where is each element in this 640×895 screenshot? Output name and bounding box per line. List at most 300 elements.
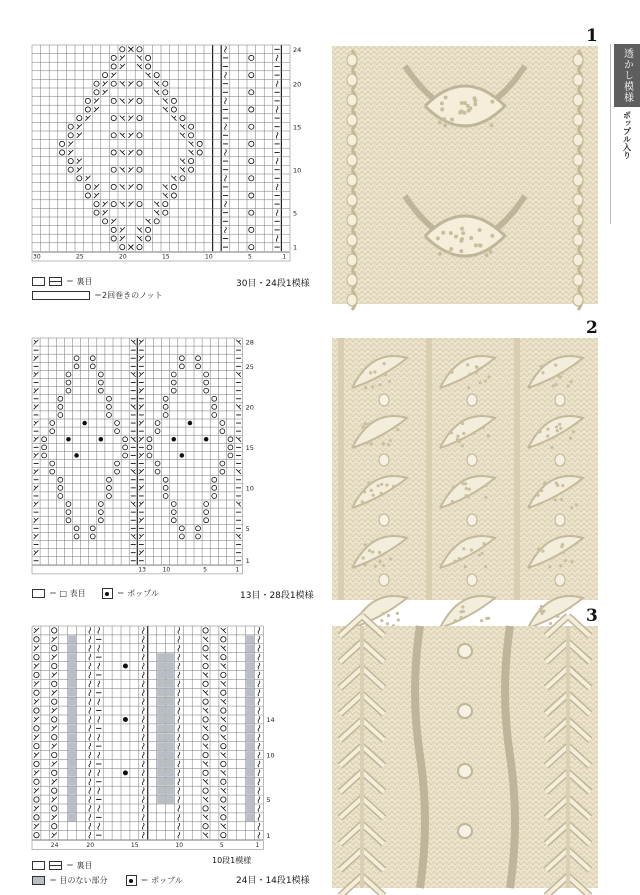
left-decrease-symbol [34,534,39,539]
left-decrease-symbol [139,550,144,555]
left-decrease-symbol [52,637,57,642]
no-stitch-cell [68,724,76,732]
yarn-over-symbol [197,141,202,146]
no-stitch-cell [68,805,76,813]
yarn-over-symbol [90,526,95,531]
twisted-stitch-symbol [225,227,227,233]
bobble-symbol [123,770,128,775]
left-decrease-symbol [34,806,39,811]
yarn-over-symbol [50,421,55,426]
right-decrease-symbol [146,73,151,78]
yarn-over-symbol [34,797,39,802]
yarn-over-symbol [221,726,226,731]
row-number-label: 25 [245,362,254,371]
yarn-over-symbol [221,779,226,784]
no-stitch-cell [68,778,76,786]
left-decrease-symbol [103,81,108,86]
left-decrease-symbol [128,81,133,86]
right-decrease-symbol [120,184,125,189]
twisted-stitch-symbol [89,805,91,811]
right-decrease-symbol [180,159,185,164]
yarn-over-symbol [107,396,112,401]
left-decrease-symbol [77,124,82,129]
no-stitch-cell [68,716,76,724]
yarn-over-symbol [68,167,73,172]
bobble-symbol [123,717,128,722]
twisted-stitch-symbol [225,175,227,181]
yarn-over-symbol [203,735,208,740]
bobble-symbol [66,437,71,442]
yarn-over-symbol [189,133,194,138]
yarn-over-symbol [94,90,99,95]
twisted-stitch-symbol [276,81,278,87]
twisted-stitch-symbol [98,699,100,705]
row-labels [246,338,254,565]
swatch-photo-2 [332,338,598,600]
yarn-over-symbol [220,461,225,466]
yarn-over-symbol [58,477,63,482]
left-decrease-symbol [34,788,39,793]
yarn-over-symbol [111,81,116,86]
yarn-over-symbol [171,518,176,523]
twisted-stitch-symbol [98,716,100,722]
right-decrease-symbol [203,708,208,713]
right-decrease-symbol [137,64,142,69]
yarn-over-symbol [111,167,116,172]
yarn-over-symbol [68,133,73,138]
twisted-stitch-symbol [142,707,144,713]
yarn-over-symbol [196,534,201,539]
yarn-over-symbol [123,445,128,450]
yarn-over-symbol [147,453,152,458]
bobble-symbol [126,875,137,886]
grid-lines [32,626,263,840]
left-decrease-symbol [52,743,57,748]
yarn-over-symbol [203,752,208,757]
twisted-stitch-symbol [98,681,100,687]
left-decrease-symbol [139,485,144,490]
twisted-stitch-symbol [142,636,144,642]
right-decrease-symbol [221,806,226,811]
yarn-over-symbol [189,124,194,129]
yarn-over-symbol [52,824,57,829]
left-decrease-symbol [128,202,133,207]
row-number-label: 28 [245,338,254,347]
legend-3a [32,860,93,871]
yarn-over-symbol [212,413,217,418]
right-decrease-symbol [154,81,159,86]
left-decrease-symbol [139,502,144,507]
left-decrease-symbol [68,141,73,146]
no-stitch-cell [166,787,174,795]
twisted-stitch-symbol [258,770,260,776]
yarn-over-symbol [94,210,99,215]
yarn-over-symbol [228,453,233,458]
yarn-over-symbol [66,372,71,377]
twisted-stitch-symbol [258,627,260,633]
yarn-over-symbol [90,364,95,369]
column-labels [32,252,290,261]
twisted-stitch-symbol [258,743,260,749]
twisted-stitch-symbol [225,124,227,130]
yarn-over-symbol [171,380,176,385]
bobble-symbol [82,421,87,426]
no-stitch-cell [157,796,165,804]
no-stitch-cell [157,733,165,741]
pattern-number-1: 1 [586,26,598,46]
column-number-label: 20 [119,253,127,261]
twisted-stitch-symbol [89,725,91,731]
column-number-label: 25 [76,253,84,261]
left-decrease-symbol [128,116,133,121]
twisted-stitch-symbol [258,734,260,740]
left-decrease-symbol [77,159,82,164]
twisted-stitch-symbol [89,690,91,696]
twisted-stitch-symbol [178,681,180,687]
yarn-over-symbol [90,356,95,361]
yarn-over-symbol [85,107,90,112]
yarn-over-symbol [196,364,201,369]
left-decrease-symbol [52,690,57,695]
no-stitch-cell [166,662,174,670]
twisted-stitch-symbol [89,663,91,669]
row-labels [266,716,274,840]
twisted-stitch-symbol [89,716,91,722]
twisted-stitch-symbol [258,663,260,669]
column-number-label: 13 [138,566,146,574]
legend-label: ＝ 目のない部分 [49,876,108,885]
yarn-over-symbol [212,485,217,490]
no-stitch-cell [157,742,165,750]
yarn-over-symbol [98,380,103,385]
twisted-stitch-symbol [89,627,91,633]
column-number-label: 10 [205,253,213,261]
yarn-over-symbol [212,477,217,482]
yarn-over-symbol [98,510,103,515]
right-decrease-symbol [154,202,159,207]
left-decrease-symbol [52,779,57,784]
twisted-stitch-symbol [142,805,144,811]
column-labels [32,841,263,850]
twisted-stitch-symbol [276,184,278,190]
yarn-over-symbol [163,90,168,95]
yarn-over-symbol [77,116,82,121]
yarn-over-symbol [212,396,217,401]
yarn-over-symbol [171,388,176,393]
left-decrease-symbol [34,699,39,704]
column-number-label: 1 [255,842,260,850]
yarn-over-symbol [249,141,254,146]
yarn-over-symbol [52,681,57,686]
twisted-stitch-symbol [276,210,278,216]
twisted-stitch-symbol [178,690,180,696]
right-decrease-symbol [171,176,176,181]
left-decrease-symbol [34,752,39,757]
yarn-over-symbol [120,47,125,52]
twisted-stitch-symbol [98,823,100,829]
yarn-over-symbol [34,637,39,642]
bobble-symbol [99,437,104,442]
row-number-label: 20 [245,403,254,412]
twisted-stitch-symbol [142,627,144,633]
right-decrease-symbol [236,340,241,345]
no-stitch-cell [68,662,76,670]
yarn-over-symbol [189,167,194,172]
legend-label: ＝ ポップル [140,876,183,885]
left-decrease-symbol [34,437,39,442]
twisted-stitch-symbol [178,823,180,829]
yarn-over-symbol [203,717,208,722]
section-tab[interactable]: 透かし模様 [614,44,640,107]
yarn-over-symbol [52,770,57,775]
no-stitch-cell [68,787,76,795]
right-decrease-symbol [221,752,226,757]
left-decrease-symbol [34,646,39,651]
twisted-stitch-symbol [258,645,260,651]
knitting-chart-3 [32,626,318,856]
twisted-stitch-symbol [178,779,180,785]
twisted-stitch-symbol [258,752,260,758]
row-number-label: 1 [245,557,250,566]
twisted-stitch-symbol [142,779,144,785]
yarn-over-symbol [111,184,116,189]
twisted-stitch-symbol [276,235,278,241]
twisted-stitch-symbol [89,823,91,829]
yarn-over-symbol [74,526,79,531]
legend-2 [32,588,159,599]
twisted-stitch-symbol [178,752,180,758]
left-decrease-symbol [34,340,39,345]
right-decrease-symbol [120,202,125,207]
left-decrease-symbol [34,717,39,722]
empty-cell-symbol [32,589,45,598]
yarn-over-symbol [249,227,254,232]
left-decrease-symbol [139,534,144,539]
yarn-over-symbol [74,356,79,361]
yarn-over-symbol [34,743,39,748]
left-decrease-symbol [139,388,144,393]
twisted-stitch-symbol [178,627,180,633]
column-labels [32,566,243,574]
twisted-stitch-symbol [142,734,144,740]
left-decrease-symbol [34,681,39,686]
yarn-over-symbol [68,124,73,129]
yarn-over-symbol [111,116,116,121]
twisted-stitch-symbol [89,779,91,785]
twisted-stitch-symbol [89,681,91,687]
right-decrease-symbol [203,690,208,695]
yarn-over-symbol [115,421,120,426]
left-decrease-symbol [94,98,99,103]
left-decrease-symbol [34,404,39,409]
column-number-label: 5 [219,842,224,850]
yarn-over-symbol [163,396,168,401]
yarn-over-symbol [42,445,47,450]
yarn-over-symbol [203,788,208,793]
yarn-over-symbol [85,184,90,189]
left-decrease-symbol [94,184,99,189]
right-decrease-symbol [131,340,136,345]
yarn-over-symbol [171,193,176,198]
pattern-number-2: 2 [586,318,598,338]
twisted-stitch-symbol [142,672,144,678]
no-stitch-cell [68,769,76,777]
yarn-over-symbol [123,453,128,458]
yarn-over-symbol [203,770,208,775]
chart-grid-1 [32,45,318,261]
yarn-over-symbol [137,184,142,189]
twisted-stitch-symbol [178,761,180,767]
yarn-over-symbol [203,646,208,651]
twisted-stitch-symbol [258,788,260,794]
yarn-over-symbol [66,502,71,507]
twisted-stitch-symbol [178,636,180,642]
left-decrease-symbol [128,150,133,155]
twisted-stitch-symbol [98,752,100,758]
right-decrease-symbol [137,236,142,241]
yarn-over-symbol [220,469,225,474]
right-decrease-symbol [203,832,208,837]
yarn-over-symbol [111,98,116,103]
no-stitch-cell [68,644,76,652]
yarn-over-symbol [85,98,90,103]
right-decrease-symbol [221,735,226,740]
bobble-symbol [102,588,113,599]
yarn-over-symbol [107,413,112,418]
row-number-label: 1 [266,831,271,840]
yarn-over-symbol [66,510,71,515]
yarn-over-symbol [204,518,209,523]
no-stitch-cell [166,707,174,715]
yarn-over-symbol [58,404,63,409]
row-number-label: 14 [266,716,275,725]
right-decrease-symbol [203,761,208,766]
bobble-symbol [204,437,209,442]
no-stitch-cell [166,769,174,777]
yarn-over-symbol [50,429,55,434]
no-stitch-cell [157,724,165,732]
yarn-over-symbol [203,824,208,829]
yarn-over-symbol [249,73,254,78]
yarn-over-symbol [107,494,112,499]
left-decrease-symbol [139,453,144,458]
left-decrease-symbol [34,485,39,490]
no-stitch-cell [246,662,254,670]
knitting-chart-2 [32,338,318,578]
yarn-over-symbol [111,133,116,138]
yarn-over-symbol [249,245,254,250]
no-stitch-cell [246,689,254,697]
twisted-stitch-symbol [258,672,260,678]
yarn-over-symbol [52,735,57,740]
yarn-over-symbol [171,510,176,515]
twisted-stitch-symbol [276,158,278,164]
yarn-over-symbol [50,461,55,466]
yarn-over-symbol [147,437,152,442]
left-decrease-symbol [52,761,57,766]
no-stitch-cell [166,653,174,661]
yarn-over-symbol [163,485,168,490]
right-decrease-symbol [131,437,136,442]
yarn-over-symbol [203,628,208,633]
yarn-over-symbol [52,717,57,722]
left-decrease-symbol [34,453,39,458]
left-decrease-symbol [139,340,144,345]
no-stitch-cell [246,635,254,643]
yarn-over-symbol [60,150,65,155]
right-decrease-symbol [131,502,136,507]
left-decrease-symbol [34,372,39,377]
yarn-over-symbol [52,628,57,633]
swatch-photo-1 [332,46,598,304]
twisted-stitch-symbol [178,716,180,722]
yarn-over-symbol [163,477,168,482]
grid-lines [32,338,243,565]
bobble-symbol [123,664,128,669]
yarn-over-symbol [34,779,39,784]
pattern-number-3: 3 [586,606,598,626]
right-decrease-symbol [137,55,142,60]
yarn-over-symbol [196,526,201,531]
twisted-stitch-symbol [89,788,91,794]
twisted-stitch-symbol [98,645,100,651]
yarn-over-symbol [221,672,226,677]
no-stitch-cell [166,698,174,706]
twisted-stitch-symbol [89,672,91,678]
twisted-stitch-symbol [89,814,91,820]
yarn-over-symbol [249,159,254,164]
bobble-symbol [171,437,176,442]
no-stitch-cell [246,653,254,661]
right-decrease-symbol [163,107,168,112]
twisted-stitch-symbol [98,805,100,811]
row-number-label: 10 [293,166,302,175]
right-decrease-symbol [131,404,136,409]
yarn-over-symbol [137,245,142,250]
yarn-over-symbol [98,502,103,507]
no-stitch-cell [246,796,254,804]
right-decrease-symbol [236,437,241,442]
yarn-over-symbol [115,429,120,434]
yarn-over-symbol [212,494,217,499]
no-stitch-cell [68,760,76,768]
yarn-over-symbol [42,437,47,442]
yarn-over-symbol [154,73,159,78]
legend-1b [32,290,163,301]
no-stitch-cell [68,733,76,741]
no-stitch-cell [246,813,254,821]
yarn-over-symbol [52,699,57,704]
no-stitch-cell [246,805,254,813]
purl-symbol [49,277,62,286]
left-decrease-symbol [52,815,57,820]
no-stitch-cell [246,778,254,786]
yarn-over-symbol [98,518,103,523]
yarn-over-symbol [115,469,120,474]
twisted-stitch-symbol [142,752,144,758]
yarn-over-symbol [111,236,116,241]
legend-3b [32,875,183,886]
twisted-stitch-symbol [89,770,91,776]
twisted-stitch-symbol [258,716,260,722]
right-decrease-symbol [120,81,125,86]
yarn-over-symbol [155,429,160,434]
yarn-over-symbol [137,98,142,103]
yarn-over-symbol [34,726,39,731]
right-decrease-symbol [221,824,226,829]
yarn-over-symbol [66,518,71,523]
twisted-stitch-symbol [142,663,144,669]
